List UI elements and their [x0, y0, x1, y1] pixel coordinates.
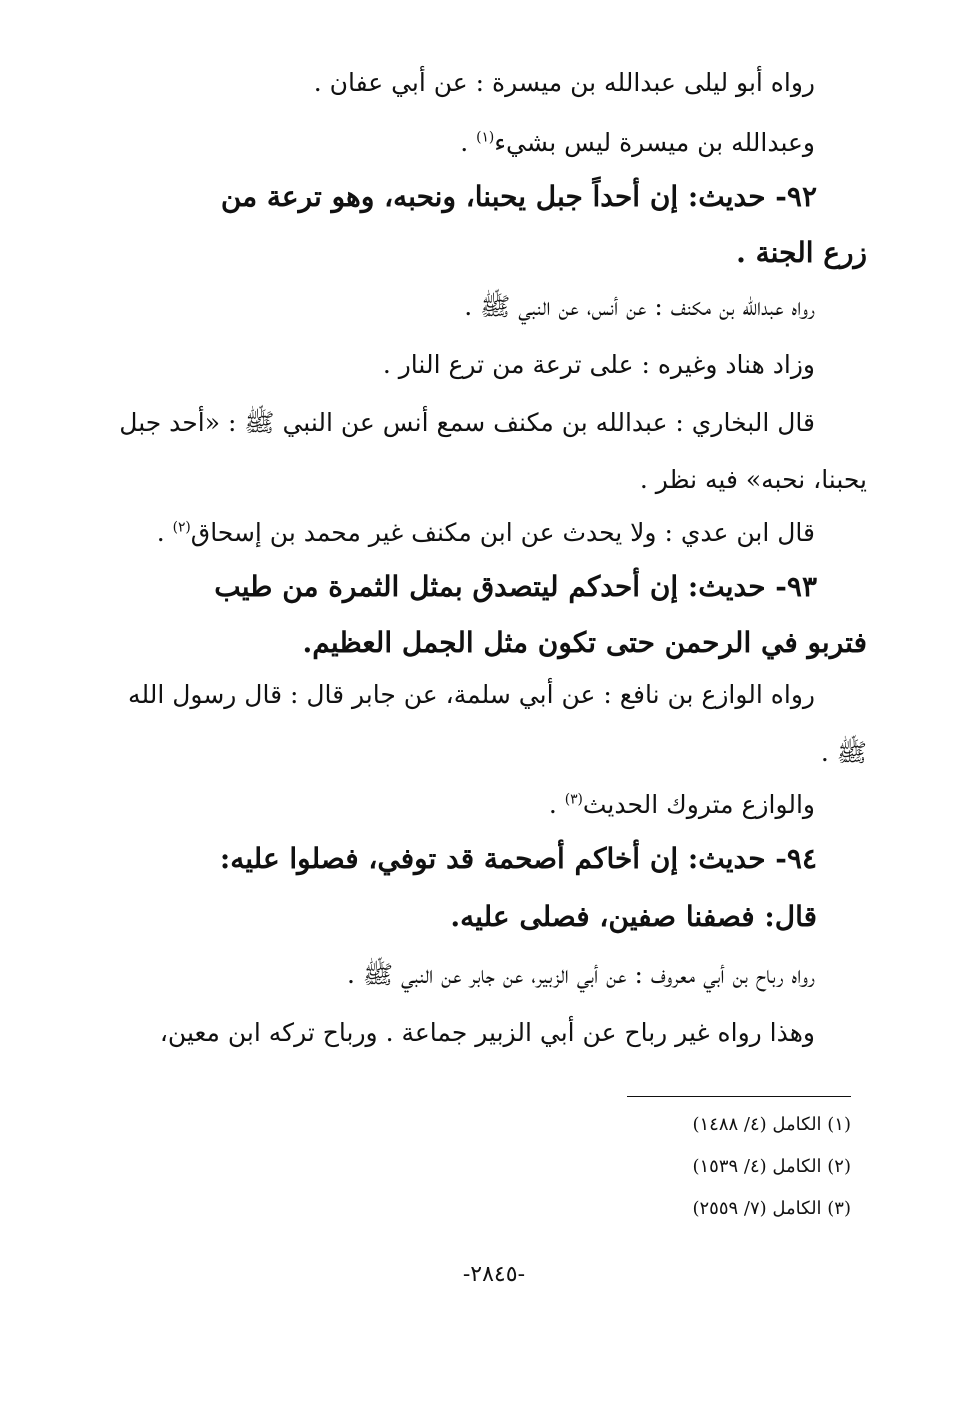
hadith-heading-cont: فتربو في الرحمن حتى تكون مثل الجمل العظيم.: [302, 626, 867, 659]
footnote: (٢) الكامل (٤/ ١٥٣٩): [692, 1156, 851, 1177]
text-line: ﷺ .: [820, 738, 867, 767]
text-line: رواه الوازع بن نافع : عن أبي سلمة، عن جابر قال : قال رسول الله: [128, 680, 815, 709]
text-line: قال ابن عدي : ولا يحدث عن ابن مكنف غير محمد بن إسحاق$^{(٢)}$ .: [156, 518, 815, 547]
text-line: قال البخاري : عبدالله بن مكنف سمع أنس عن النبي ﷺ : «أحد جبل: [119, 408, 815, 437]
footnote: (١) الكامل (٤/ ١٤٨٨): [692, 1114, 851, 1135]
footnote-ref: (٢): [172, 519, 191, 536]
text-line: وزاد هناد وغيره : على ترعة من ترع النار .: [382, 350, 815, 379]
text-line: رواه أبو ليلى عبدالله بن ميسرة : عن أبي عفان .: [313, 68, 815, 97]
hadith-heading: ٩٣- حديث: إن أحدكم ليتصدق بمثل الثمرة من طيب: [214, 570, 817, 603]
hadith-heading-cont: قال: فصفنا صفين، فصلى عليه.: [450, 900, 817, 933]
footnote: (٣) الكامل (٧/ ٢٥٥٩): [692, 1198, 851, 1219]
text-line: وعبدالله بن ميسرة ليس بشيء$^{(١)}$ .: [460, 128, 815, 157]
footnote-divider: [627, 1096, 851, 1097]
page-number: -٢٨٤٥-: [462, 1262, 525, 1287]
footnote-ref: (١): [476, 129, 495, 146]
hadith-heading-cont: زرع الجنة .: [736, 236, 867, 269]
hadith-heading: ٩٢- حديث: إن أحداً جبل يحبنا، ونحبه، وهو ترعة من: [220, 180, 817, 213]
text-line: رواه رباح بن أبي معروف : عن أبي الزبير، عن جابر عن النبي ﷺ .: [346, 960, 815, 989]
text-line: والوازع متروك الحديث$^{(٣)}$ .: [548, 790, 815, 819]
text-line: وهذا رواه غير رباح عن أبي الزبير جماعة . ورباح تركه ابن معين،: [159, 1018, 815, 1047]
hadith-heading: ٩٤- حديث: إن أخاكم أصحمة قد توفي، فصلوا عليه:: [219, 842, 817, 875]
text-line: يحبنا، نحبه» فيه نظر .: [639, 465, 867, 494]
footnote-ref: (٣): [564, 791, 583, 808]
text-line: رواه عبدالله بن مكنف : عن أنس، عن النبي ﷺ .: [464, 292, 815, 321]
